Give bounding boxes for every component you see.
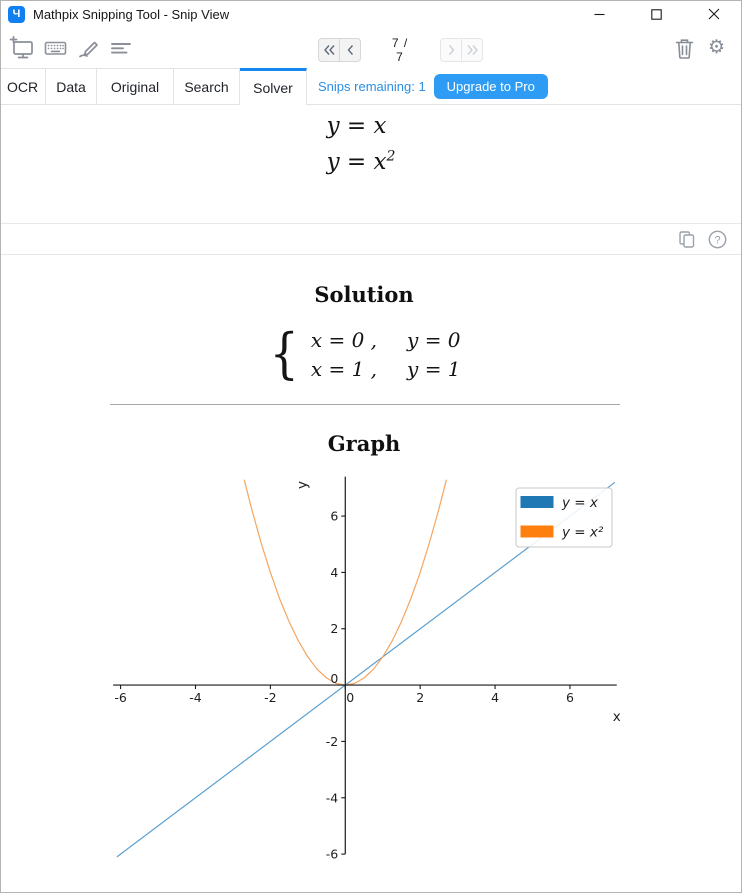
tab-search[interactable] [174,68,240,104]
help-button[interactable] [708,230,727,249]
tab-label: Solver [253,80,293,96]
lines-icon [109,36,133,60]
tick-label: 2 [330,621,339,637]
tab-ocr[interactable] [0,68,46,104]
tick-label: -6 [325,846,339,862]
keyboard-input-button[interactable] [41,34,69,62]
window-title: Mathpix Snipping Tool - Snip View [33,6,230,22]
case-y-value: y = 1 [407,357,461,382]
copy-button[interactable] [679,231,695,248]
equation-2 [327,147,396,178]
chevron-left-icon [346,44,355,56]
legend-swatch [521,526,554,538]
section-divider [110,404,620,405]
solution-section [0,255,742,386]
window-controls [571,0,742,28]
tick-label: 6 [330,508,339,524]
result-actions-strip [0,224,742,255]
chevrons-right-icon [466,44,479,56]
cases-brace: { [270,322,300,386]
logo-glyph: Ч [12,8,21,20]
case-row [311,355,461,383]
tab-label: Data [56,78,86,95]
tick-label: 0 [346,690,355,706]
tick-label: -4 [325,790,339,806]
help-glyph: ? [714,233,721,246]
solver-graph [100,471,628,871]
chevrons-left-icon [323,44,336,56]
cases-rows [311,326,461,383]
keyboard-icon [43,36,68,60]
legend-label: y = x² [562,524,604,541]
upgrade-to-pro-button[interactable]: Upgrade to Pro [434,74,548,99]
graph-panel [0,471,742,873]
case-row [311,326,461,354]
tick-label: -4 [189,690,202,706]
tick-label: 6 [565,690,574,706]
close-button[interactable] [685,0,742,28]
tab-original[interactable] [97,68,174,104]
snip-result-panel [0,105,742,224]
equation-2-base: y = x [326,149,387,176]
snip-lines-button[interactable] [107,34,135,62]
copy-icon [679,231,695,248]
close-icon [708,8,720,20]
pager-label: 7 / 7 [391,36,409,64]
previous-snip-button[interactable] [340,39,360,61]
tab-label: Search [184,78,229,95]
maximize-button[interactable] [628,0,685,28]
graph-heading: Graph [327,431,401,457]
tick-label: 4 [330,565,339,581]
draw-pen-icon [76,36,101,60]
minimize-icon [594,9,605,20]
minimize-button[interactable] [571,0,628,28]
tab-solver[interactable] [240,68,307,105]
y-axis-label: y [294,481,311,490]
draw-pen-button[interactable] [74,34,102,62]
legend-label: y = x [562,495,598,512]
tick-label: -6 [114,690,127,706]
toolbar [0,28,742,68]
first-snip-button[interactable] [319,39,340,61]
tick-label: 2 [416,690,425,706]
legend-swatch [521,496,554,508]
delete-snip-button[interactable] [675,38,694,59]
screen-snip-icon [9,36,35,60]
snips-remaining-link[interactable]: Snips remaining: 1 [318,78,426,94]
tick-label: 0 [330,671,339,687]
settings-button[interactable] [708,38,725,58]
mathpix-logo-icon [8,6,25,23]
help-icon [708,230,727,249]
equation-list [327,111,396,178]
toolbar-right [675,38,742,59]
tick-label: 4 [491,690,500,706]
last-snip-button[interactable] [462,39,482,61]
next-snip-button[interactable] [441,39,462,61]
case-y-value: y = 0 [407,328,461,353]
pager-back-group [318,38,361,62]
case-x-value: x = 0 , [310,328,378,353]
titlebar [0,0,742,28]
solution-heading: Solution [314,282,414,307]
subscription-area [318,68,548,104]
snip-pager [318,36,483,64]
tab-label: OCR [6,78,39,95]
tick-label: -2 [325,734,339,750]
gear-icon: ⚙ [707,37,725,58]
tab-data[interactable] [46,68,97,104]
x-axis-label: x [612,709,621,726]
tick-label: -2 [264,690,277,706]
equation-1: y = x [326,113,387,139]
maximize-icon [651,9,662,20]
chevron-right-icon [447,44,456,56]
solution-cases [0,322,735,386]
screen-snip-button[interactable] [8,34,36,62]
pager-forward-group [440,38,483,62]
case-x-value: x = 1 , [310,357,378,382]
tab-label: Original [110,78,160,95]
tab-bar [0,68,742,105]
equation-2-exponent: 2 [386,148,396,165]
trash-icon [675,38,694,59]
